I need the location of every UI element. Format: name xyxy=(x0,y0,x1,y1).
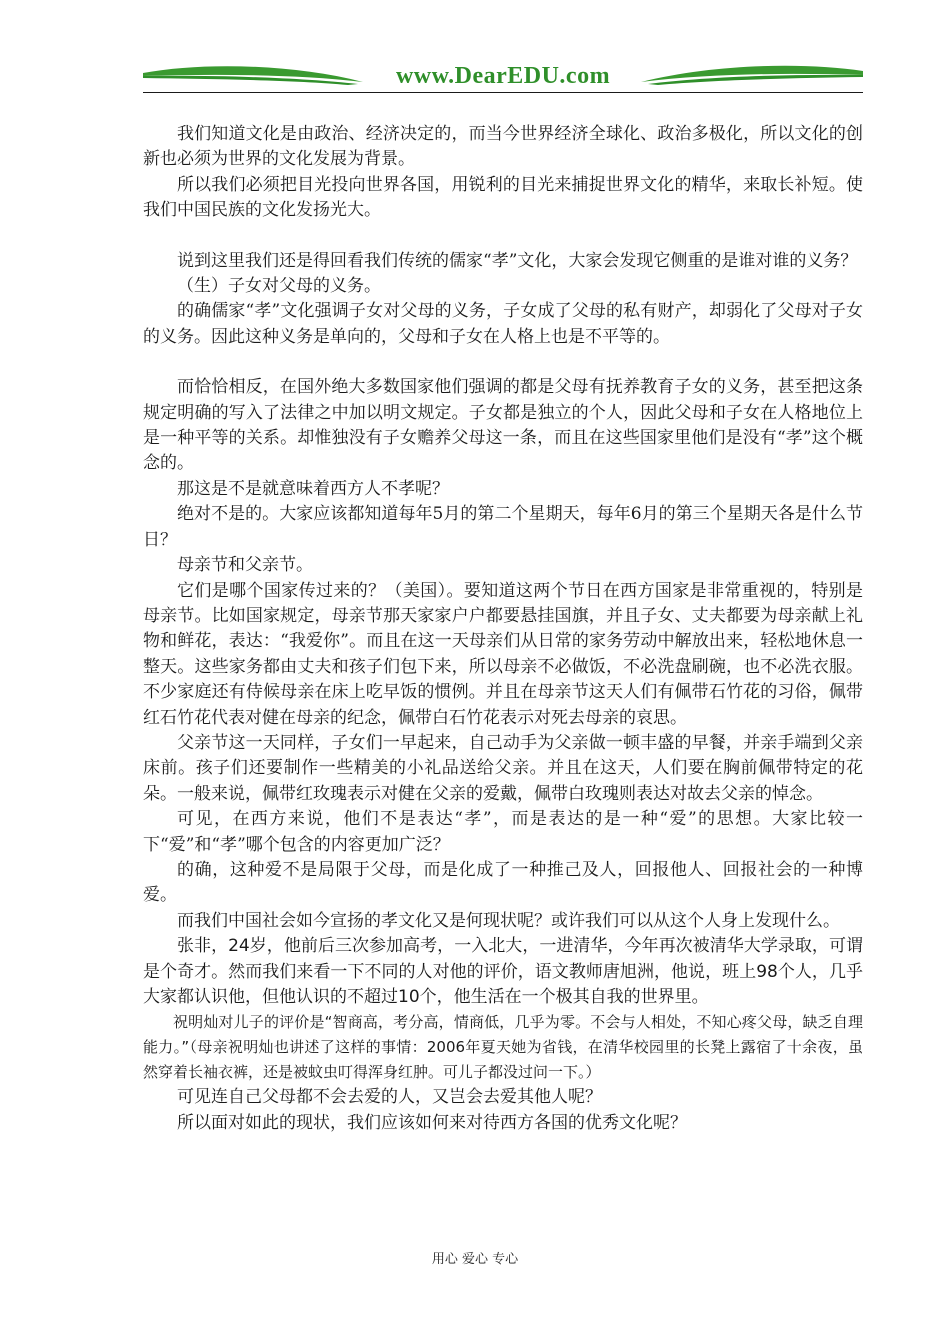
paragraph: 母亲节和父亲节。 xyxy=(177,555,313,576)
paragraph: 父亲节这一天同样，子女们一早起来，自己动手为父亲做一顿丰盛的早餐，并亲手端到父亲床前。孩子们还要制作一些精美的小礼品送给父亲。并且在这天，人们要在胸前佩带特定的花朵。一般来说，佩带红玫瑰表示对健在父亲的爱戴，佩带白玫瑰则表达对故去父亲的悼念。 xyxy=(143,732,863,804)
page-header xyxy=(143,60,863,96)
paragraph: 可见连自己父母都不会去爱的人，又岂会去爱其他人呢？ xyxy=(177,1087,602,1108)
page-footer: 用心 爱心 专心 xyxy=(431,1252,519,1267)
paragraph: 而恰恰相反，在国外绝大多数国家他们强调的都是父母有抚养教育子女的义务，甚至把这条规定明确的写入了法律之中加以明文规定。子女都是独立的个人，因此父母和子女在人格地位上是一种平等的关系。却惟独没有子女赡养父母这一条，而且在这些国家里他们是没有“孝”这个概念的。 xyxy=(143,377,863,474)
paragraph: 说到这里我们还是得回看我们传统的儒家“孝”文化，大家会发现它侧重的是谁对谁的义务？ xyxy=(177,250,858,271)
paragraph: 我们知道文化是由政治、经济决定的，而当今世界经济全球化、政治多极化，所以文化的创新也必须为世界的文化发展为背景。 xyxy=(143,124,863,170)
header-divider xyxy=(143,92,863,93)
paragraph: （生）子女对父母的义务。 xyxy=(177,276,381,297)
document-body xyxy=(143,122,863,1136)
paragraph: 而我们中国社会如今宣扬的孝文化又是何现状呢？或许我们可以从这个人身上发现什么。 xyxy=(177,910,840,931)
paragraph: 的确，这种爱不是局限于父母，而是化成了一种推己及人，回报他人、回报社会的一种博爱。 xyxy=(143,859,863,906)
paragraph: 所以面对如此的现状，我们应该如何来对待西方各国的优秀文化呢？ xyxy=(177,1112,687,1133)
paragraph: 绝对不是的。大家应该都知道每年5月的第二个星期天，每年6月的第三个星期天各是什么节日？ xyxy=(143,504,863,550)
paragraph: 祝明灿对儿子的评价是“智商高，考分高，情商低，几乎为零。不会与人相处，不知心疼父母，缺乏自理能力。”（母亲祝明灿也讲述了这样的事情：2006年夏天她为省钱，在清华校园里的长凳上露宿了十余夜，虽然穿着长袖衣裤，还是被蚊虫叮得浑身红肿。可儿子都没过问一下。） xyxy=(143,1013,863,1082)
paragraph: 那这是不是就意味着西方人不孝呢？ xyxy=(177,478,449,499)
paragraph: 张非，24岁，他前后三次参加高考，一入北大，一进清华，今年再次被清华大学录取，可谓是个奇才。然而我们来看一下不同的人对他的评价，语文教师唐旭洲，他说，班上98个人，几乎大家都认识他，但他认识的不超过10个，他生活在一个极其自我的世界里。 xyxy=(143,936,863,1007)
paragraph: 可见，在西方来说，他们不是表达“孝”，而是表达的是一种“爱”的思想。大家比较一下“爱”和“孝”哪个包含的内容更加广泛？ xyxy=(143,809,863,855)
paragraph: 它们是哪个国家传过来的？（美国）。要知道这两个节日在西方国家是非常重视的，特别是母亲节。比如国家规定，母亲节那天家家户户都要悬挂国旗，并且子女、丈夫都要为母亲献上礼物和鲜花，表达：“我爱你”。而且在这一天母亲们从日常的家务劳动中解放出来，轻松地休息一整天。这些家务都由丈夫和孩子们包下来，所以母亲不必做饭，不必洗盘刷碗，也不必洗衣服。不少家庭还有侍候母亲在床上吃早饭的惯例。并且在母亲节这天人们有佩带石竹花的习俗，佩带红石竹花代表对健在母亲的纪念，佩带白石竹花表示对死去母亲的哀思。 xyxy=(143,580,863,728)
paragraph: 的确儒家“孝”文化强调子女对父母的义务，子女成了父母的私有财产，却弱化了父母对子女的义务。因此这种义务是单向的，父母和子女在人格上也是不平等的。 xyxy=(143,301,863,347)
site-logo[interactable]: www.DearEDU.com xyxy=(395,63,611,89)
paragraph: 所以我们必须把目光投向世界各国，用锐利的目光来捕捉世界文化的精华，来取长补短。使我们中国民族的文化发扬光大。 xyxy=(143,174,863,221)
